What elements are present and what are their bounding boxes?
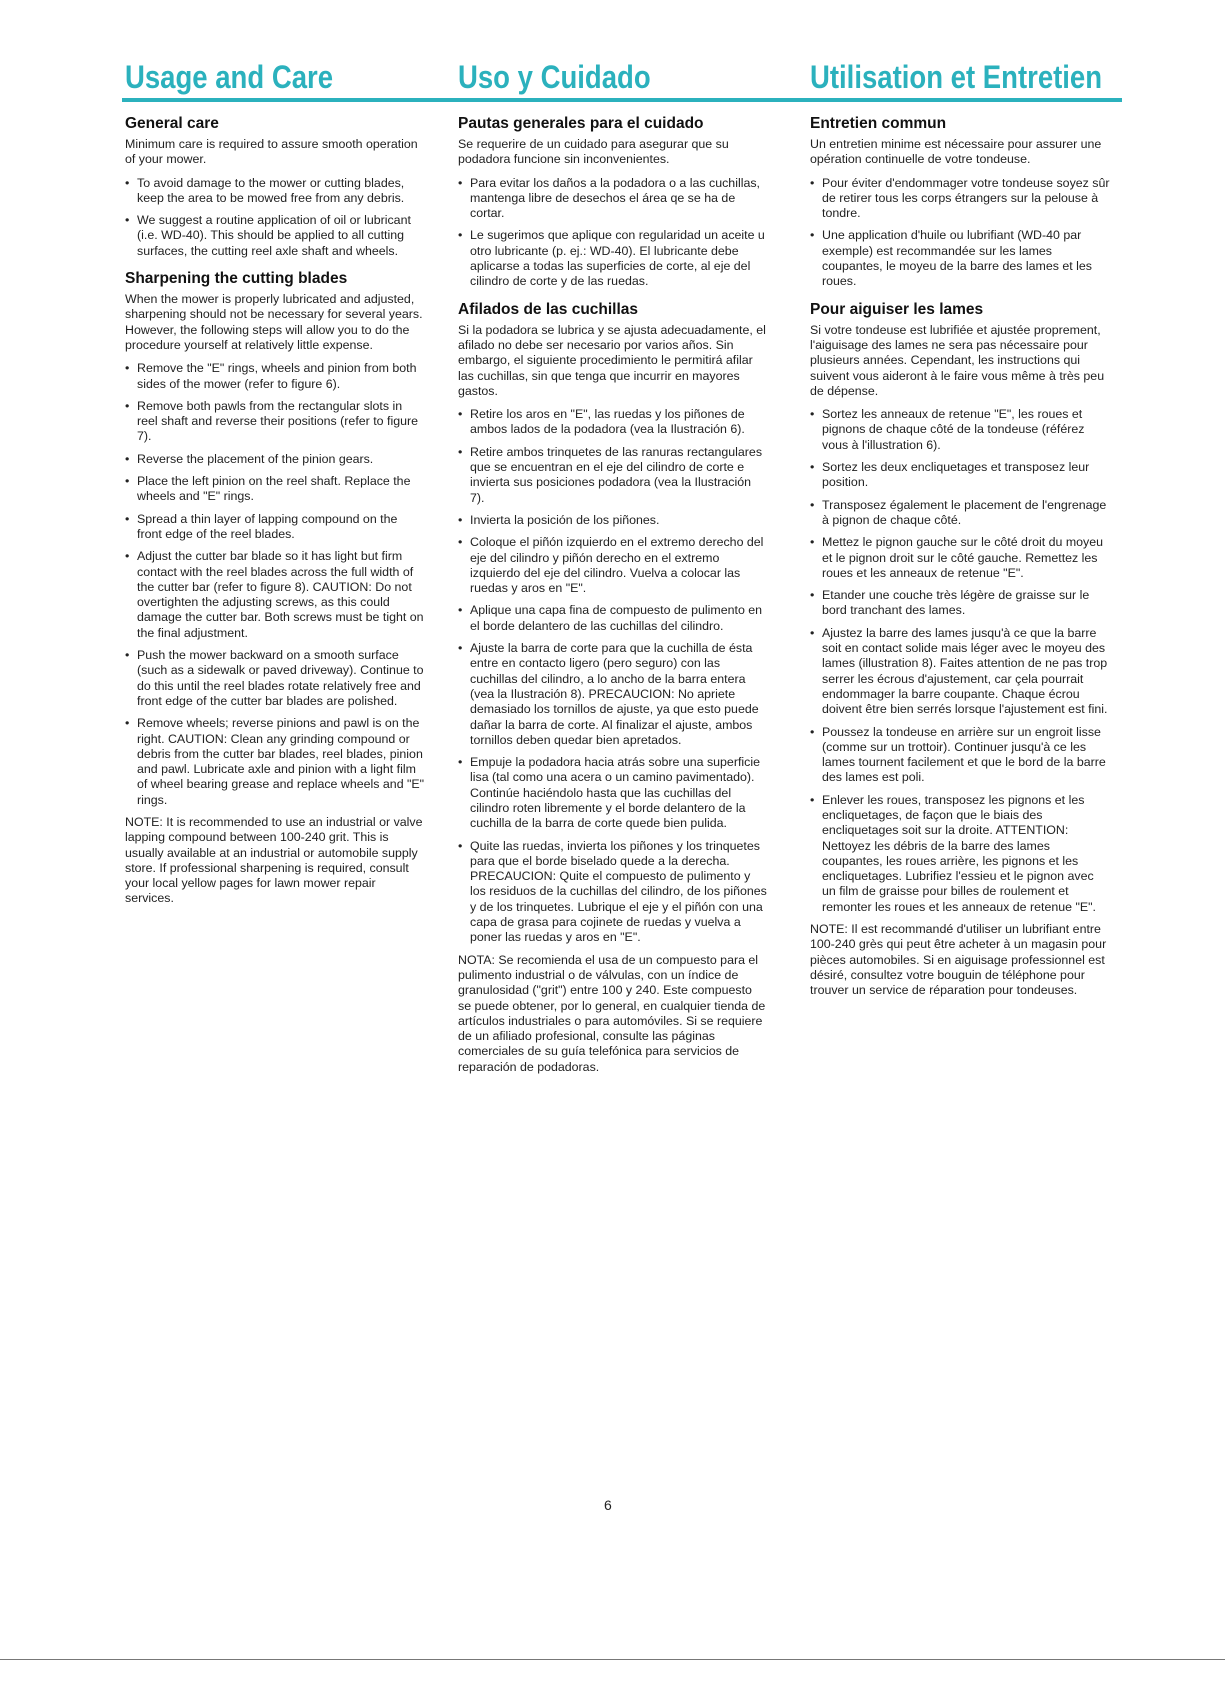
list-item: • Adjust the cutter bar blade so it has light but firm contact with the reel blades across the full width of the cutter bar (refer to figure 8). CAUTION: Do not overtighten the adjusting screws, as this could damage the cutter bar. Both screws must be tight on the final adjustment.: [125, 549, 425, 641]
note-paragraph: NOTA: Se recomienda el usa de un compuesto para el pulimento industrial o de válvulas, con un índice de granulosidad ("grit") entre 100 y 240. Este compuesto se puede obtener, por lo general, en cualquier tienda de artículos industriales o para automóviles. Si se requiere de un afiliado profesional, consulte las páginas comerciales de su guía telefónica para servicios de reparación de podadoras.: [458, 952, 766, 1074]
list-item: • Ajuste la barra de corte para que la cuchilla de ésta entre en contacto ligero (pero seguro) con las cuchillas del cilindro, a lo ancho de la barra entera (vea la Ilustración 8). PRECAUCION: No apriete demasiado los tornillos de ajuste, ya que esto puede dañar la barra de corte. Al finalizar el ajuste, ambos tornillos deben quedar bien apretados.: [458, 641, 768, 748]
list-item: • Spread a thin layer of lapping compound on the front edge of the reel blades.: [125, 512, 425, 543]
list-item: • Mettez le pignon gauche sur le côté droit du moyeu et le pignon droit sur le côté gauche. Remettez les roues et les anneaux de retenue "E".: [810, 535, 1110, 581]
list-item: • Invierta la posición de los piñones.: [458, 513, 768, 528]
section-heading-sharpening: Afilados de las cuchillas: [458, 300, 639, 318]
list-item: • Coloque el piñón izquierdo en el extremo derecho del eje del cilindro y piñón derecho en el extremo izquierdo del eje del cilindro. Vuelva a colocar las ruedas y aros en "E".: [458, 535, 768, 596]
list-item: • Reverse the placement of the pinion gears.: [125, 452, 425, 467]
page-number: 6: [604, 1497, 612, 1513]
column-french: [810, 55, 1110, 1007]
list-item: • Pour éviter d'endommager votre tondeuse soyez sûr de retirer tous les corps étrangers sur la pelouse à tondre.: [810, 176, 1110, 222]
list-item: • Enlever les roues, transposez les pignons et les encliquetages, de façon que le biais des encliquetages soit sur la droite. ATTENTION: Nettoyez les débris de la barre des lames coupantes, les roues arrière, les pignons et les encliquetages. Lubrifiez l'essieu et le pignon avec un film de graisse pour billes de roulement et remonter les roues et les anneaux de retenue "E".: [810, 793, 1110, 915]
list-item: • Retire los aros en "E", las ruedas y los piñones de ambos lados de la podadora (vea la Ilustración 6).: [458, 407, 768, 438]
bullet-list: [458, 407, 768, 946]
list-item: • Transposez également le placement de l'engrenage à pignon de chaque côté.: [810, 498, 1110, 529]
bullet-list: [810, 407, 1110, 915]
list-item: • Etander une couche très légère de graisse sur le bord tranchant des lames.: [810, 588, 1110, 619]
section-intro: Si votre tondeuse est lubrifiée et ajustée proprement, l'aiguisage des lames ne sera pas nécessaire pour plusieurs années. Cependant, les instructions qui suivent vous aideront à le faire vous même à très peu de dépense.: [810, 322, 1105, 398]
section-intro: Un entretien minime est nécessaire pour assurer une opération continuelle de votre tondeuse.: [810, 137, 1102, 167]
list-item: • Empuje la podadora hacia atrás sobre una superficie lisa (tal como una acera o un camino pavimentado). Continúe haciéndolo hasta que las cuchillas del cilindro roten libremente y el borde delantero de la cuchilla de la barra de corte quede bien pulida.: [458, 755, 768, 831]
section-heading-general-care: General care: [125, 115, 219, 132]
list-item: • Remove the "E" rings, wheels and pinion from both sides of the mower (refer to figure 6).: [125, 361, 425, 392]
note-paragraph: NOTE: It is recommended to use an industrial or valve lapping compound between 100-240 grit. This is usually available at an industrial or automobile supply store. If professional sharpening is required, consult your local yellow pages for lawn mower repair services.: [125, 814, 423, 906]
list-item: • Push the mower backward on a smooth surface (such as a sidewalk or paved driveway). Continue to do this until the reel blades rotate relatively free and front edge of the cutter bar blades are polished.: [125, 648, 425, 709]
bullet-list: [125, 176, 425, 259]
section-intro: Se requerire de un cuidado para asegurar que su podadora funcione sin inconvenientes.: [458, 137, 729, 167]
bullet-list: [458, 176, 768, 290]
list-item: • Aplique una capa fina de compuesto de pulimento en el borde delantero de las cuchillas del cilindro.: [458, 603, 768, 634]
list-item: • Sortez les anneaux de retenue "E", les roues et pignons de chaque côté de la tondeuse (référez vous à l'illustration 6).: [810, 407, 1110, 453]
list-item: • Quite las ruedas, invierta los piñones y los trinquetes para que el borde biselado quede a la derecha. PRECAUCION: Quite el compuesto de pulimento y los residuos de la cuchillas del cilindro, de los piñones y de los trinquetes. Lubrique el eje y el piñón con una capa de grasa para cojinete de ruedas y vuelva a poner las ruedas y aros en "E".: [458, 839, 768, 946]
section-intro: Minimum care is required to assure smooth operation of your mower.: [125, 137, 418, 167]
section-heading-sharpening: Sharpening the cutting blades: [125, 270, 348, 288]
section-intro: When the mower is properly lubricated and adjusted, sharpening should not be necessary for several years. However, the following steps will allow you to do the procedure yourself at relatively little expense.: [125, 292, 423, 352]
list-item: • Une application d'huile ou lubrifiant (WD-40 par exemple) est recommandée sur les lames coupantes, le moyeu de la barre des lames et les roues.: [810, 228, 1110, 289]
section-heading-general-care: Entretien commun: [810, 115, 947, 132]
list-item: • We suggest a routine application of oil or lubricant (i.e. WD-40). This should be applied to all cutting surfaces, the cutting reel axle shaft and wheels.: [125, 213, 425, 259]
column-title-french: Utilisation et Entretien: [810, 59, 1103, 95]
list-item: • Ajustez la barre des lames jusqu'à ce que la barre soit en contact solide mais léger avec le moyeu des lames (illustration 8). Faites attention de ne pas trop serrer les écrous d'ajustement, car çela pourrait endommager la barre coupante. Chaque écrou doivent être bien serrés lorsque l'ajustement est fini.: [810, 626, 1110, 718]
list-item: • Place the left pinion on the reel shaft. Replace the wheels and "E" rings.: [125, 474, 425, 505]
list-item: • Sortez les deux encliquetages et transposez leur position.: [810, 460, 1110, 491]
note-paragraph: NOTE: Il est recommandé d'utiliser un lubrifiant entre 100-240 grès qui peut être acheter à un magasin pour pièces automobiles. Si en aiguisage professionnel est désiré, consultez votre bouguin de téléphone pour trouver un service de réparation pour tondeuses.: [810, 922, 1107, 998]
section-heading-sharpening: Pour aiguiser les lames: [810, 300, 984, 318]
section-intro: Si la podadora se lubrica y se ajusta adecuadamente, el afilado no debe ser necesario por varios años. Sin embargo, el siguiente procedimiento le permitirá afilar las cuchillas, sin que tenga que incurrir en mayores gastos.: [458, 322, 766, 398]
bottom-rule: [0, 1659, 1225, 1660]
section-heading-general-care: Pautas generales para el cuidado: [458, 115, 704, 132]
column-spanish: [458, 55, 768, 1083]
column-english: [125, 55, 425, 915]
list-item: • Le sugerimos que aplique con regularidad un aceite u otro lubricante (p. ej.: WD-40). El lubricante debe aplicarse a todas las superficies de corte, al eje del cilindro de corte y de las ruedas.: [458, 228, 768, 289]
list-item: • Remove both pawls from the rectangular slots in reel shaft and reverse their positions (refer to figure 7).: [125, 399, 425, 445]
bullet-list: [810, 176, 1110, 290]
column-title-spanish: Uso y Cuidado: [458, 59, 651, 95]
list-item: • Poussez la tondeuse en arrière sur un engroit lisse (comme sur un trottoir). Continuer jusqu'à ce les lames tournent facilement et que le bord de la barre des lames est poli.: [810, 725, 1110, 786]
column-title-english: Usage and Care: [125, 59, 334, 95]
bullet-list: [125, 361, 425, 808]
list-item: • To avoid damage to the mower or cutting blades, keep the area to be mowed free from any debris.: [125, 176, 425, 207]
list-item: • Para evitar los daños a la podadora o a las cuchillas, mantenga libre de desechos el área qe se ha de cortar.: [458, 176, 768, 222]
list-item: • Remove wheels; reverse pinions and pawl is on the right. CAUTION: Clean any grinding compound or debris from the cutter bar blades, reel blades, pinion and pawl. Lubricate axle and pinion with a light film of wheel bearing grease and replace wheels and "E" rings.: [125, 716, 425, 808]
list-item: • Retire ambos trinquetes de las ranuras rectangulares que se encuentran en el eje del cilindro de corte e invierta sus posiciones podadora (vea la Ilustración 7).: [458, 445, 768, 506]
